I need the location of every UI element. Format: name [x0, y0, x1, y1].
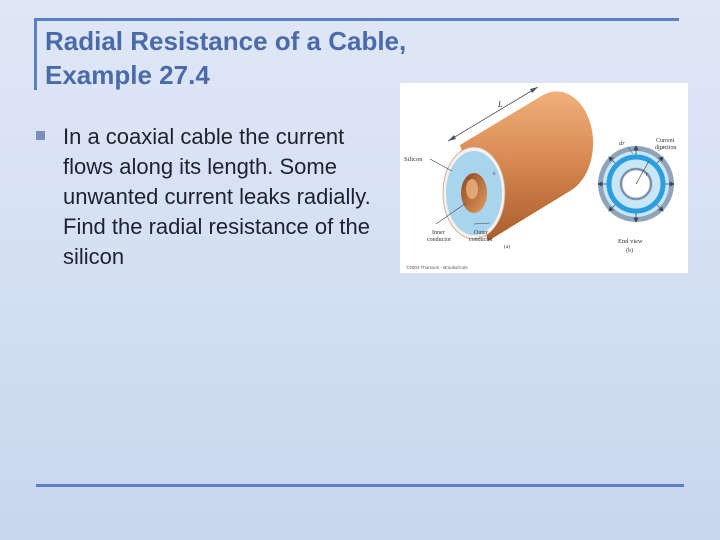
panel-b-label: (b) [626, 248, 633, 254]
coaxial-cable-figure [400, 83, 688, 273]
silicon-label: Silicon [404, 156, 423, 163]
current-direction-label-line-2: direction [655, 145, 677, 151]
slide-title-line-1: Radial Resistance of a Cable, [45, 26, 407, 56]
title-frame-left-rule [34, 18, 37, 90]
inner-conductor-label-line-2: conductor [427, 237, 451, 243]
end-view-label: End view [618, 238, 643, 245]
title-frame-top-rule [36, 18, 679, 21]
panel-a-label: (a) [504, 244, 511, 250]
length-label: L [498, 100, 503, 109]
outer-radius-label: b [493, 172, 496, 177]
bullet-text: In a coaxial cable the current flows along its length. Some unwanted current leaks radially. Find the radial resistance of the silicon [63, 124, 371, 269]
square-bullet-icon [36, 131, 45, 140]
dr-label: dr [619, 140, 625, 147]
length-arrow-end [530, 87, 538, 93]
length-arrow-start [448, 135, 456, 141]
inner-conductor-label-line-1: Inner [432, 230, 445, 236]
footer-rule [36, 484, 684, 487]
slide-title [45, 24, 585, 92]
outer-conductor-label-line-2: conductor [469, 237, 493, 243]
coaxial-cable-diagram [400, 83, 688, 273]
outer-conductor-label-line-1: Outer [474, 230, 488, 236]
current-direction-label-line-1: Current [656, 138, 675, 144]
inner-radius-label: a [468, 177, 471, 182]
copyright-label: ©2004 Thomson - Brooks/Cole [406, 265, 468, 270]
inner-conductor-highlight [466, 179, 478, 199]
slide-title-line-2: Example 27.4 [45, 60, 210, 90]
silicon-leader [430, 159, 452, 171]
radius-label: r [646, 172, 649, 178]
